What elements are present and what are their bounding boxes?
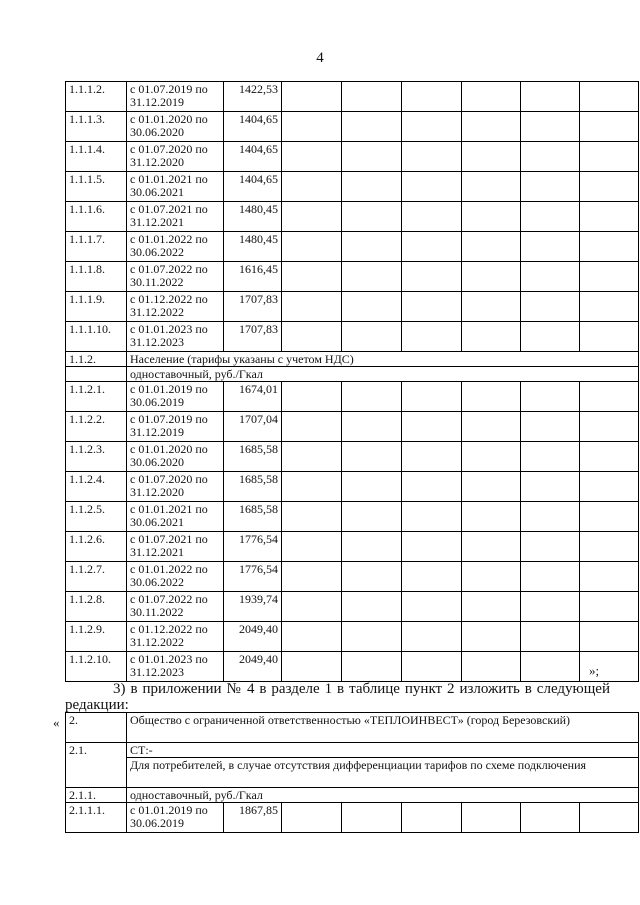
empty-cell	[462, 652, 521, 682]
empty-cell	[342, 232, 402, 262]
row-period: с 01.07.2021 по 31.12.2021	[127, 532, 224, 562]
row-period: с 01.01.2023 по 31.12.2023	[127, 322, 224, 352]
empty-cell	[521, 803, 580, 833]
empty-cell	[580, 322, 639, 352]
row-period: с 01.12.2022 по 31.12.2022	[127, 622, 224, 652]
table-row	[66, 532, 639, 562]
row-value: 1404,65	[224, 172, 282, 202]
table-row	[66, 382, 639, 412]
empty-cell	[342, 622, 402, 652]
empty-cell	[521, 112, 580, 142]
row-number: 1.1.1.5.	[66, 172, 127, 202]
row-number: 2.1.1.1.	[66, 803, 127, 833]
rate-type-row	[66, 788, 639, 803]
empty-cell	[521, 562, 580, 592]
empty-cell	[402, 652, 462, 682]
row-value: 1685,58	[224, 442, 282, 472]
row-value: 1939,74	[224, 592, 282, 622]
empty-cell	[282, 82, 342, 112]
empty-cell	[521, 622, 580, 652]
empty-cell	[580, 532, 639, 562]
empty-cell	[462, 262, 521, 292]
empty-cell	[462, 82, 521, 112]
row-period: с 01.07.2019 по 31.12.2019	[127, 412, 224, 442]
empty-cell	[402, 172, 462, 202]
empty-cell	[282, 142, 342, 172]
amendment-instruction-end: редакции:	[65, 697, 129, 713]
empty-cell	[580, 202, 639, 232]
empty-cell	[402, 502, 462, 532]
section-row	[66, 352, 639, 367]
empty-cell	[282, 532, 342, 562]
row-value: 1867,85	[224, 803, 282, 833]
empty-cell	[580, 112, 639, 142]
empty-cell	[521, 502, 580, 532]
row-number: 1.1.1.2.	[66, 82, 127, 112]
empty-cell	[580, 442, 639, 472]
row-number: 1.1.1.3.	[66, 112, 127, 142]
system-label: СТ:-	[127, 743, 639, 758]
empty-cell	[282, 292, 342, 322]
empty-cell	[462, 442, 521, 472]
rate-label: одноставочный, руб./Гкал	[127, 788, 639, 803]
row-value: 1404,65	[224, 112, 282, 142]
empty-cell	[580, 262, 639, 292]
empty-cell	[462, 502, 521, 532]
empty-cell	[521, 202, 580, 232]
empty-cell	[282, 622, 342, 652]
organization-row	[66, 713, 639, 743]
row-number: 1.1.2.3.	[66, 442, 127, 472]
empty-cell	[402, 322, 462, 352]
empty-cell	[462, 532, 521, 562]
table-row	[66, 652, 639, 682]
row-period: с 01.07.2020 по 31.12.2020	[127, 472, 224, 502]
row-number: 1.1.1.9.	[66, 292, 127, 322]
row-period: с 01.01.2020 по 30.06.2020	[127, 442, 224, 472]
row-number: 1.1.2.8.	[66, 592, 127, 622]
empty-cell	[580, 622, 639, 652]
empty-cell	[521, 172, 580, 202]
table-row	[66, 202, 639, 232]
row-value: 1422,53	[224, 82, 282, 112]
section-subtitle-row	[66, 367, 639, 382]
row-number: 1.1.1.8.	[66, 262, 127, 292]
table-row	[66, 112, 639, 142]
empty-cell	[342, 562, 402, 592]
empty-cell	[521, 82, 580, 112]
empty-cell	[342, 532, 402, 562]
empty-cell	[342, 382, 402, 412]
row-value: 1685,58	[224, 502, 282, 532]
empty-cell	[521, 232, 580, 262]
empty-cell	[282, 652, 342, 682]
empty-cell	[282, 592, 342, 622]
row-number: 1.1.2.9.	[66, 622, 127, 652]
empty-cell	[580, 172, 639, 202]
empty-cell	[580, 592, 639, 622]
system-row	[66, 743, 639, 758]
row-number: 1.1.2.6.	[66, 532, 127, 562]
row-value: 1616,45	[224, 262, 282, 292]
empty-cell	[521, 652, 580, 682]
closing-quote-mark: »;	[589, 663, 600, 678]
empty-cell	[342, 172, 402, 202]
empty-cell	[580, 502, 639, 532]
rate-number: 2.1.1.	[66, 788, 127, 803]
empty-cell	[521, 142, 580, 172]
empty-cell	[462, 322, 521, 352]
system-number: 2.1.	[66, 743, 127, 788]
row-number: 1.1.1.4.	[66, 142, 127, 172]
row-period: с 01.01.2022 по 30.06.2022	[127, 562, 224, 592]
empty-cell	[282, 232, 342, 262]
section-number: 1.1.2.	[66, 352, 127, 367]
empty-cell	[462, 472, 521, 502]
table-row	[66, 502, 639, 532]
empty-cell	[402, 292, 462, 322]
empty-cell	[402, 472, 462, 502]
table-row	[66, 803, 639, 833]
consumer-description: Для потребителей, в случае отсутствия дифференциации тарифов по схеме подключения	[127, 758, 639, 788]
row-period: с 01.01.2023 по 31.12.2023	[127, 652, 224, 682]
empty-cell	[402, 262, 462, 292]
table-row	[66, 292, 639, 322]
row-value: 1707,83	[224, 292, 282, 322]
row-value: 1776,54	[224, 562, 282, 592]
row-number: 1.1.1.7.	[66, 232, 127, 262]
empty-cell	[342, 592, 402, 622]
empty-cell	[402, 592, 462, 622]
empty-cell	[462, 292, 521, 322]
table-row	[66, 172, 639, 202]
table-row	[66, 412, 639, 442]
empty-cell	[462, 202, 521, 232]
row-value: 1685,58	[224, 472, 282, 502]
empty-cell	[342, 262, 402, 292]
empty-cell	[282, 172, 342, 202]
row-value: 1776,54	[224, 532, 282, 562]
empty-cell	[402, 202, 462, 232]
empty-cell	[521, 532, 580, 562]
row-period: с 01.01.2019 по 30.06.2019	[127, 803, 224, 833]
empty-cell	[402, 532, 462, 562]
empty-cell	[462, 112, 521, 142]
empty-cell	[580, 382, 639, 412]
table-row	[66, 142, 639, 172]
row-period: с 01.01.2021 по 30.06.2021	[127, 172, 224, 202]
empty-cell	[342, 412, 402, 442]
empty-cell	[462, 382, 521, 412]
row-period: с 01.01.2022 по 30.06.2022	[127, 232, 224, 262]
row-period: с 01.01.2021 по 30.06.2021	[127, 502, 224, 532]
empty-cell	[580, 142, 639, 172]
empty-cell	[580, 82, 639, 112]
empty-cell	[282, 502, 342, 532]
empty-cell	[580, 562, 639, 592]
section-subtitle: одноставочный, руб./Гкал	[127, 367, 639, 382]
empty-cell	[282, 382, 342, 412]
empty-cell	[342, 202, 402, 232]
row-value: 1480,45	[224, 202, 282, 232]
row-number: 1.1.2.10.	[66, 652, 127, 682]
empty-cell	[462, 142, 521, 172]
page-number: 4	[316, 50, 324, 66]
row-number: 1.1.1.10.	[66, 322, 127, 352]
empty-cell	[462, 622, 521, 652]
empty-cell	[462, 592, 521, 622]
empty-cell	[282, 202, 342, 232]
row-number: 1.1.2.5.	[66, 502, 127, 532]
empty-cell	[402, 803, 462, 833]
empty-cell	[342, 142, 402, 172]
empty-cell	[462, 562, 521, 592]
empty-cell	[462, 803, 521, 833]
empty-cell	[521, 322, 580, 352]
table-row	[66, 622, 639, 652]
empty-cell	[282, 112, 342, 142]
empty-cell	[342, 652, 402, 682]
empty-cell	[342, 112, 402, 142]
empty-cell	[402, 562, 462, 592]
empty-cell	[521, 472, 580, 502]
empty-cell	[521, 592, 580, 622]
empty-cell	[462, 412, 521, 442]
tariff-table-2	[65, 712, 639, 833]
empty-cell	[282, 562, 342, 592]
empty-cell	[342, 472, 402, 502]
empty-cell	[580, 292, 639, 322]
row-number: 1.1.2.7.	[66, 562, 127, 592]
empty-cell	[521, 292, 580, 322]
row-number: 1.1.1.6.	[66, 202, 127, 232]
row-value: 2049,40	[224, 622, 282, 652]
empty-cell	[402, 112, 462, 142]
empty-cell	[462, 172, 521, 202]
amendment-instruction: 3) в приложении № 4 в разделе 1 в таблице пункт 2 изложить в следующей	[113, 681, 610, 697]
empty-cell	[521, 262, 580, 292]
table-row	[66, 442, 639, 472]
consumer-desc-row	[66, 758, 639, 788]
row-period: с 01.07.2019 по 31.12.2019	[127, 82, 224, 112]
empty-cell	[402, 622, 462, 652]
empty-cell	[580, 232, 639, 262]
row-period: с 01.07.2021 по 31.12.2021	[127, 202, 224, 232]
table-row	[66, 322, 639, 352]
org-name: Общество с ограниченной ответственностью «ТЕПЛОИНВЕСТ» (город Березовский)	[127, 713, 639, 743]
table-row	[66, 82, 639, 112]
empty-cell	[342, 292, 402, 322]
opening-quote-mark: «	[53, 715, 60, 730]
empty-cell	[580, 803, 639, 833]
row-period: с 01.07.2022 по 30.11.2022	[127, 592, 224, 622]
section-title: Население (тарифы указаны с учетом НДС)	[127, 352, 639, 367]
table-row	[66, 562, 639, 592]
empty-cell	[342, 322, 402, 352]
empty-cell	[282, 412, 342, 442]
row-value: 1707,04	[224, 412, 282, 442]
row-value: 2049,40	[224, 652, 282, 682]
empty-cell	[402, 442, 462, 472]
row-period: с 01.01.2019 по 30.06.2019	[127, 382, 224, 412]
row-period: с 01.07.2020 по 31.12.2020	[127, 142, 224, 172]
empty-cell	[342, 82, 402, 112]
empty-cell	[521, 442, 580, 472]
empty-cell	[521, 382, 580, 412]
tariff-table-1	[65, 81, 639, 682]
row-value: 1707,83	[224, 322, 282, 352]
empty-cell	[342, 442, 402, 472]
empty-cell	[402, 82, 462, 112]
row-period: с 01.07.2022 по 30.11.2022	[127, 262, 224, 292]
empty-cell	[402, 232, 462, 262]
empty-cell	[342, 803, 402, 833]
empty-cell	[342, 502, 402, 532]
row-number: 1.1.2.4.	[66, 472, 127, 502]
table-row	[66, 262, 639, 292]
row-period: с 01.01.2020 по 30.06.2020	[127, 112, 224, 142]
empty-cell	[521, 412, 580, 442]
empty-cell	[282, 803, 342, 833]
table-row	[66, 472, 639, 502]
table-row	[66, 592, 639, 622]
row-period: с 01.12.2022 по 31.12.2022	[127, 292, 224, 322]
empty-cell	[580, 472, 639, 502]
org-number: 2.	[66, 713, 127, 743]
empty-cell	[402, 142, 462, 172]
row-value: 1480,45	[224, 232, 282, 262]
row-number: 1.1.2.1.	[66, 382, 127, 412]
empty-cell	[402, 382, 462, 412]
row-value: 1404,65	[224, 142, 282, 172]
empty-cell	[580, 412, 639, 442]
row-number: 1.1.2.2.	[66, 412, 127, 442]
empty-cell	[462, 232, 521, 262]
empty-cell	[282, 442, 342, 472]
table-row	[66, 232, 639, 262]
empty-cell	[282, 472, 342, 502]
empty-cell	[282, 262, 342, 292]
row-value: 1674,01	[224, 382, 282, 412]
empty-cell	[282, 322, 342, 352]
empty-cell	[402, 412, 462, 442]
